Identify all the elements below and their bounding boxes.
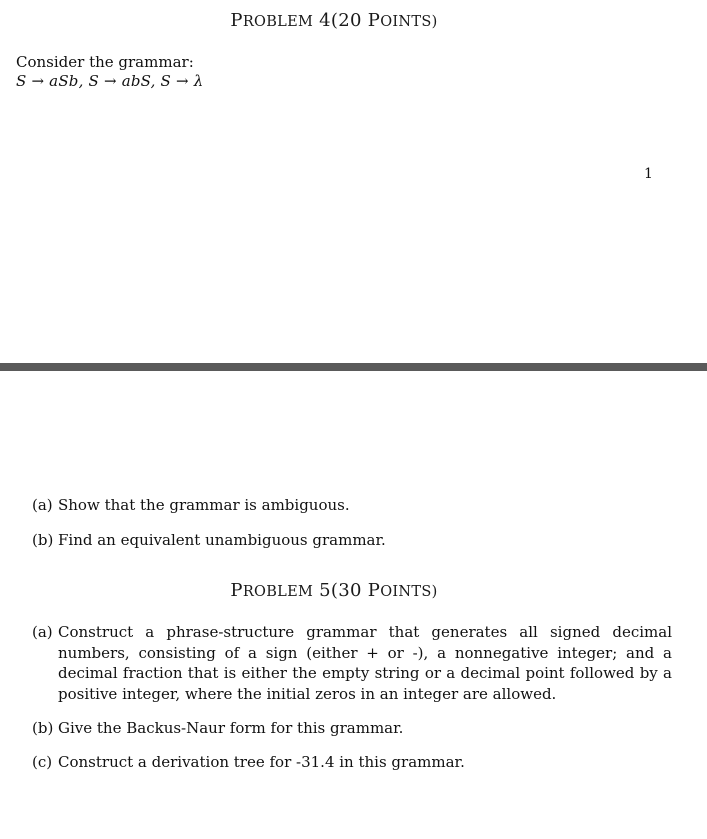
problem-4-heading: PROBLEM 4(20 POINTS): [230, 10, 438, 31]
problem-5-part-b: [32, 718, 672, 739]
part-label: (a): [32, 623, 53, 641]
problem-5-part-c: [32, 752, 672, 773]
part-label: (b): [32, 719, 54, 737]
problem-4-part-a: [32, 495, 672, 516]
part-text: Construct a phrase-structure grammar that generates all signed decimal numbers, consisting of a sign (either + or -), a nonnegative integer; and a decimal fraction that is either the empty string or a decimal point followed by a positive integer, where the initial zeros in an integer are allowed.: [58, 623, 672, 703]
part-text: Show that the grammar is ambiguous.: [58, 496, 350, 514]
part-text: Construct a derivation tree for -31.4 in this grammar.: [58, 753, 465, 771]
page-divider: [0, 363, 707, 371]
grammar-intro: Consider the grammar:: [16, 53, 194, 71]
part-label: (c): [32, 753, 53, 771]
problem-4-part-b: [32, 530, 672, 551]
problem-5-heading: PROBLEM 5(30 POINTS): [230, 580, 438, 601]
part-label: (b): [32, 531, 54, 549]
part-label: (a): [32, 496, 53, 514]
problem-5-part-a: [32, 622, 672, 704]
page-number: 1: [644, 166, 653, 182]
part-text: Find an equivalent unambiguous grammar.: [58, 531, 386, 549]
part-text: Give the Backus-Naur form for this grammar.: [58, 719, 404, 737]
grammar-rules: S → aSb, S → abS, S → λ: [16, 72, 204, 90]
